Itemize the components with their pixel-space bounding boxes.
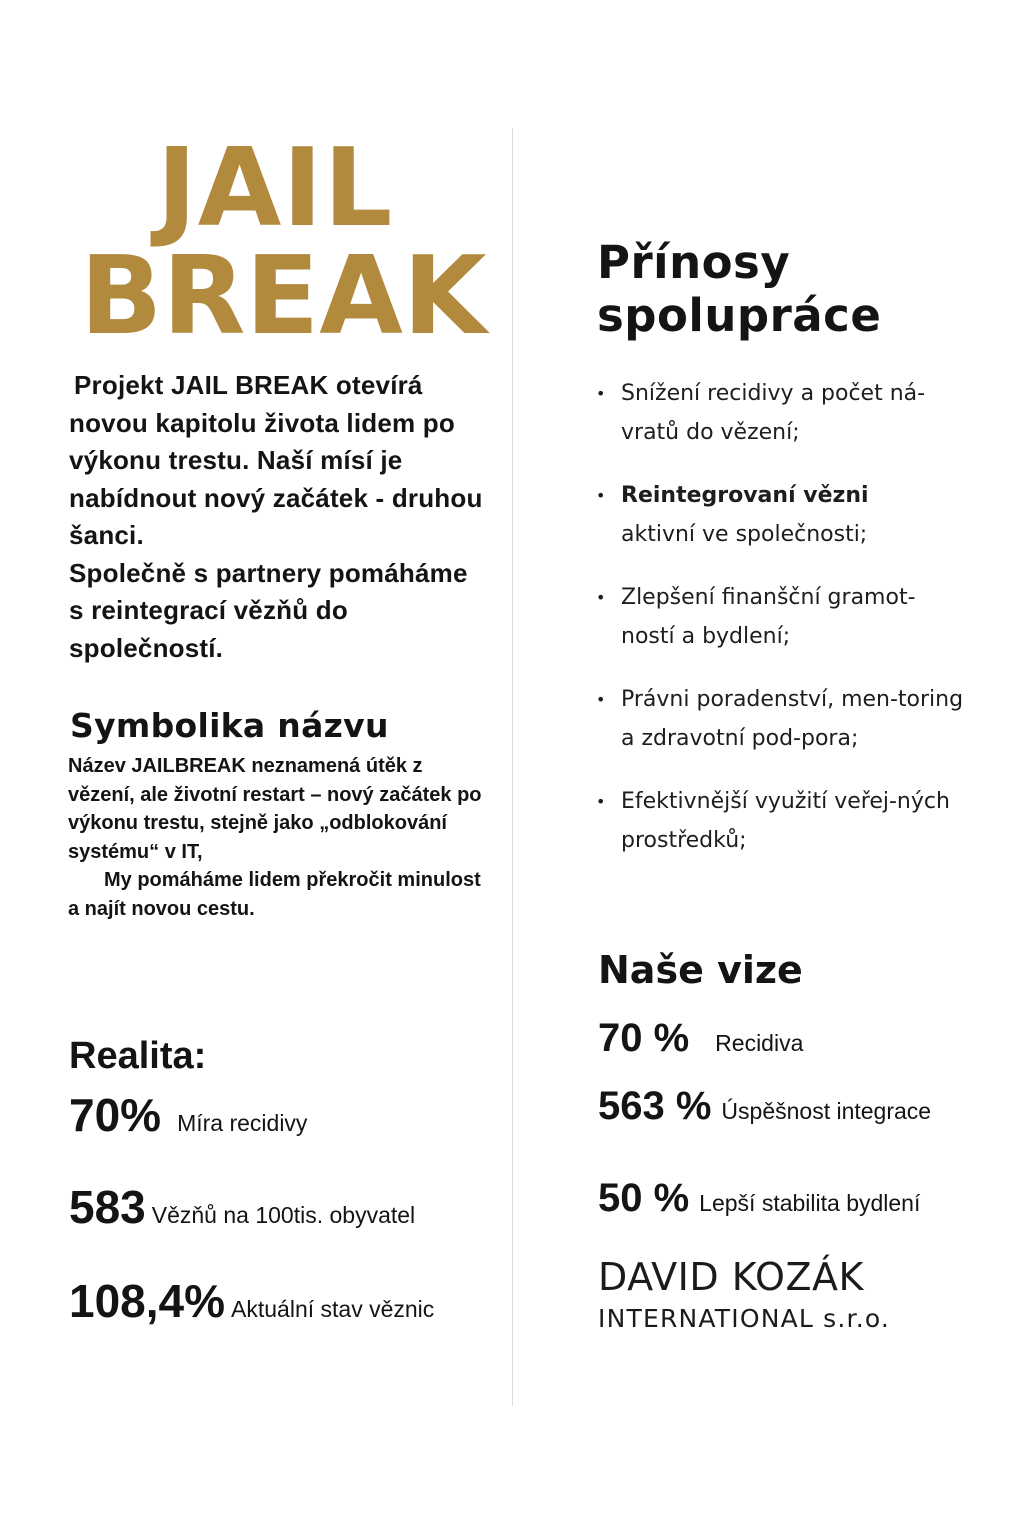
stat-label: Úspěšnost integrace <box>721 1098 932 1124</box>
logo-line-1: JAIL <box>156 126 394 251</box>
benefits-title-line-2: spolupráce <box>597 289 882 342</box>
stat-label: Recidiva <box>715 1030 804 1056</box>
stat-value: 108,4% <box>69 1275 226 1327</box>
stat-label: Míra recidivy <box>177 1110 308 1136</box>
stat-label: Aktuální stav věznic <box>231 1296 435 1322</box>
realita-title: Realita: <box>69 1035 207 1077</box>
vize-title: Naše vize <box>598 948 803 992</box>
vize-stat-integration <box>598 1084 931 1129</box>
stat-value: 583 <box>69 1181 146 1233</box>
benefit-item <box>596 680 966 758</box>
benefit-text: Efektivnější využití veřej-ných prostředků; <box>621 789 950 853</box>
bullet-icon: • <box>596 486 606 505</box>
stat-value: 563 % <box>598 1084 712 1128</box>
benefit-bold-text: Reintegrovaní vězni <box>621 483 869 508</box>
column-divider <box>512 128 513 1406</box>
logo-line-2: BREAK <box>80 234 487 359</box>
benefit-text: Zlepšení finanšční gramot-ností a bydlení; <box>621 585 916 649</box>
intro-paragraph-1: Projekt JAIL BREAK otevírá novou kapitolu života lidem po výkonu trestu. Naší mísí je nabídnout nový začátek - druhou šanci. <box>69 370 483 550</box>
stat-label: Lepší stabilita bydlení <box>699 1190 921 1216</box>
benefit-item <box>596 578 966 656</box>
company-signature <box>598 1255 890 1339</box>
benefits-title <box>597 236 957 342</box>
jail-break-logo <box>80 126 487 359</box>
symbolika-paragraph-2: My pomáháme lidem překročit minulost a najít novou cestu. <box>68 869 481 920</box>
realita-stat-prisoners <box>69 1180 415 1234</box>
stat-label: Vězňů na 100tis. obyvatel <box>151 1202 416 1228</box>
vize-stat-recidivism <box>598 1016 803 1061</box>
company-name: DAVID KOZÁK <box>598 1255 864 1299</box>
benefit-text: Snížení recidivy a počet ná-vratů do vězení; <box>621 381 926 445</box>
bullet-icon: • <box>596 792 606 811</box>
intro-paragraph-2: Společně s partnery pomáháme s reintegrací vězňů do společností. <box>69 557 468 663</box>
realita-stat-recidivism <box>69 1088 307 1142</box>
stat-value: 50 % <box>598 1176 690 1220</box>
company-subtitle: INTERNATIONAL s.r.o. <box>598 1304 891 1333</box>
stat-value: 70 % <box>598 1016 690 1060</box>
symbolika-text <box>68 752 488 923</box>
vize-stat-housing <box>598 1176 920 1221</box>
realita-stat-capacity <box>69 1274 434 1328</box>
bullet-icon: • <box>596 690 606 709</box>
benefit-text: aktivní ve společnosti; <box>621 522 868 547</box>
benefit-item <box>596 782 966 860</box>
stat-value: 70% <box>69 1089 162 1141</box>
symbolika-title: Symbolika názvu <box>70 706 389 745</box>
symbolika-paragraph-1: Název JAILBREAK neznamená útěk z vězení, ale životní restart – nový začátek po výkonu trestu, stejně jako „odblokování systému“ v IT, <box>68 755 482 863</box>
benefits-list <box>596 374 966 884</box>
benefits-title-line-1: Přínosy <box>597 236 791 289</box>
bullet-icon: • <box>596 384 606 403</box>
benefit-item <box>596 374 966 452</box>
benefit-text: Právni poradenství, men-toring a zdravotní pod-pora; <box>621 687 964 751</box>
bullet-icon: • <box>596 588 606 607</box>
intro-text <box>69 367 489 667</box>
benefit-item <box>596 476 966 554</box>
